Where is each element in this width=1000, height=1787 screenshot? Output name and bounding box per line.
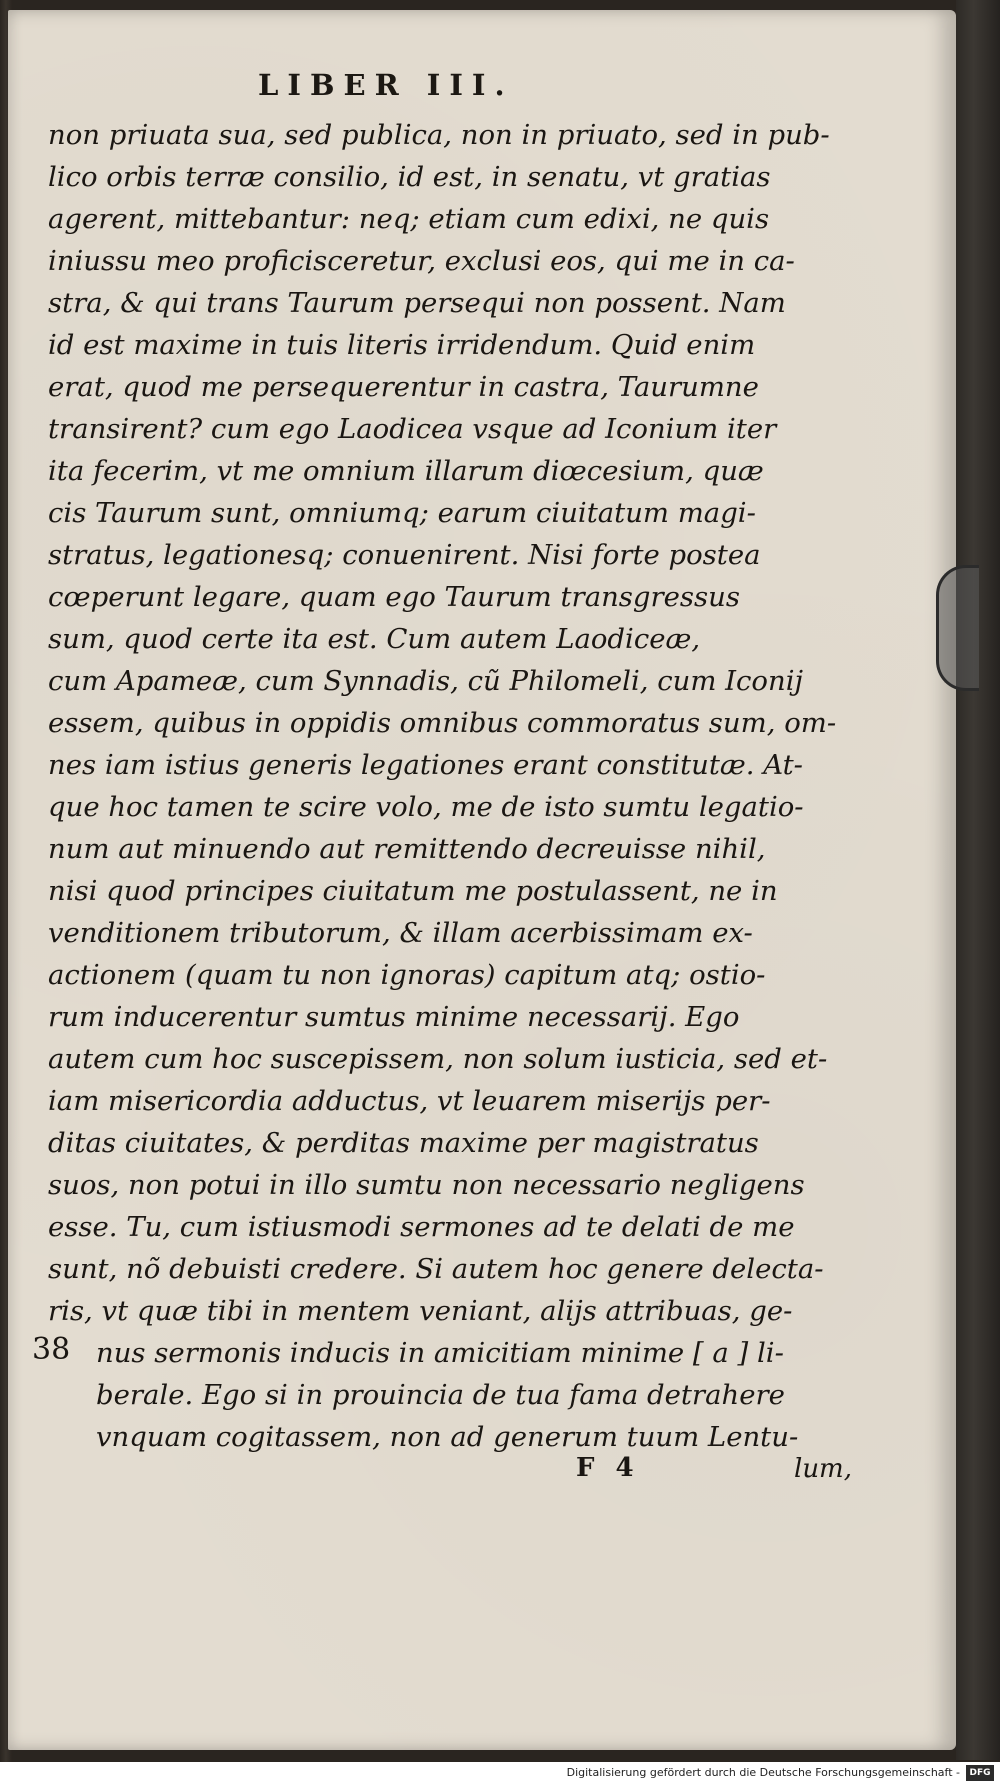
text-line: iam misericordia adductus, vt leuarem miserijs per- bbox=[48, 1085, 771, 1117]
text-line: esse. Tu, cum istiusmodi sermones ad te delati de me bbox=[48, 1211, 795, 1243]
catchword: lum, bbox=[794, 1454, 852, 1484]
text-line: iniussu meo proficisceretur, exclusi eos, qui me in ca- bbox=[48, 245, 795, 277]
funding-credit: Digitalisierung gefördert durch die Deutsche Forschungsgemeinschaft - bbox=[566, 1766, 960, 1779]
text-line: venditionem tributorum, & illam acerbissimam ex- bbox=[48, 917, 753, 949]
text-line: vnquam cogitassem, non ad generum tuum Lentu- bbox=[96, 1421, 799, 1453]
text-line: ditas ciuitates, & perditas maxime per magistratus bbox=[48, 1127, 759, 1159]
text-line: agerent, mittebantur: neq; etiam cum edixi, ne quis bbox=[48, 203, 770, 235]
text-line: cum Apameæ, cum Synnadis, cũ Philomeli, cum Iconij bbox=[48, 665, 804, 697]
text-line: stra, & qui trans Taurum persequi non possent. Nam bbox=[48, 287, 786, 319]
text-line: ris, vt quæ tibi in mentem veniant, alijs attribuas, ge- bbox=[48, 1295, 793, 1327]
text-line: cœperunt legare, quam ego Taurum transgressus bbox=[48, 581, 740, 613]
text-line: stratus, legationesq; conuenirent. Nisi forte postea bbox=[48, 539, 761, 571]
text-line: actionem (quam tu non ignoras) capitum atq; ostio- bbox=[48, 959, 766, 991]
text-line: num aut minuendo aut remittendo decreuisse nihil, bbox=[48, 833, 766, 865]
text-line: autem cum hoc suscepissem, non solum iusticia, sed et- bbox=[48, 1043, 828, 1075]
text-line: sum, quod certe ita est. Cum autem Laodiceæ, bbox=[48, 623, 701, 655]
text-line: erat, quod me persequerentur in castra, Taurumne bbox=[48, 371, 759, 403]
margin-note-number: 38 bbox=[32, 1332, 71, 1367]
text-line: nisi quod principes ciuitatum me postulassent, ne in bbox=[48, 875, 778, 907]
footer-bar bbox=[0, 1762, 1000, 1787]
text-line: sunt, nõ debuisti credere. Si autem hoc genere delecta- bbox=[48, 1253, 824, 1285]
text-line: nes iam istius generis legationes erant constitutæ. At- bbox=[48, 749, 803, 781]
book-clip bbox=[936, 565, 979, 691]
book-edge bbox=[956, 0, 1000, 1760]
text-line: nus sermonis inducis in amicitiam minime [ a ] li- bbox=[96, 1337, 784, 1369]
running-header: LIBER III. bbox=[258, 68, 514, 102]
text-line: que hoc tamen te scire volo, me de isto sumtu legatio- bbox=[48, 791, 804, 823]
text-line: transirent? cum ego Laodicea vsque ad Iconium iter bbox=[48, 413, 777, 445]
text-line: non priuata sua, sed publica, non in priuato, sed in pub- bbox=[48, 119, 830, 151]
text-line: berale. Ego si in prouincia de tua fama detrahere bbox=[96, 1379, 785, 1411]
text-line: cis Taurum sunt, omniumq; earum ciuitatum magi- bbox=[48, 497, 756, 529]
dfg-logo-icon: DFG bbox=[966, 1765, 994, 1781]
book-page bbox=[8, 10, 956, 1750]
signature-mark: F 4 bbox=[576, 1453, 640, 1483]
text-block bbox=[48, 114, 868, 1458]
text-line: lico orbis terræ consilio, id est, in senatu, vt gratias bbox=[48, 161, 771, 193]
text-line: suos, non potui in illo sumtu non necessario negligens bbox=[48, 1169, 805, 1201]
text-line: id est maxime in tuis literis irridendum. Quid enim bbox=[48, 329, 756, 361]
text-line: rum inducerentur sumtus minime necessarij. Ego bbox=[48, 1001, 740, 1033]
text-line: essem, quibus in oppidis omnibus commoratus sum, om- bbox=[48, 707, 837, 739]
text-line: ita fecerim, vt me omnium illarum diœcesium, quæ bbox=[48, 455, 764, 487]
